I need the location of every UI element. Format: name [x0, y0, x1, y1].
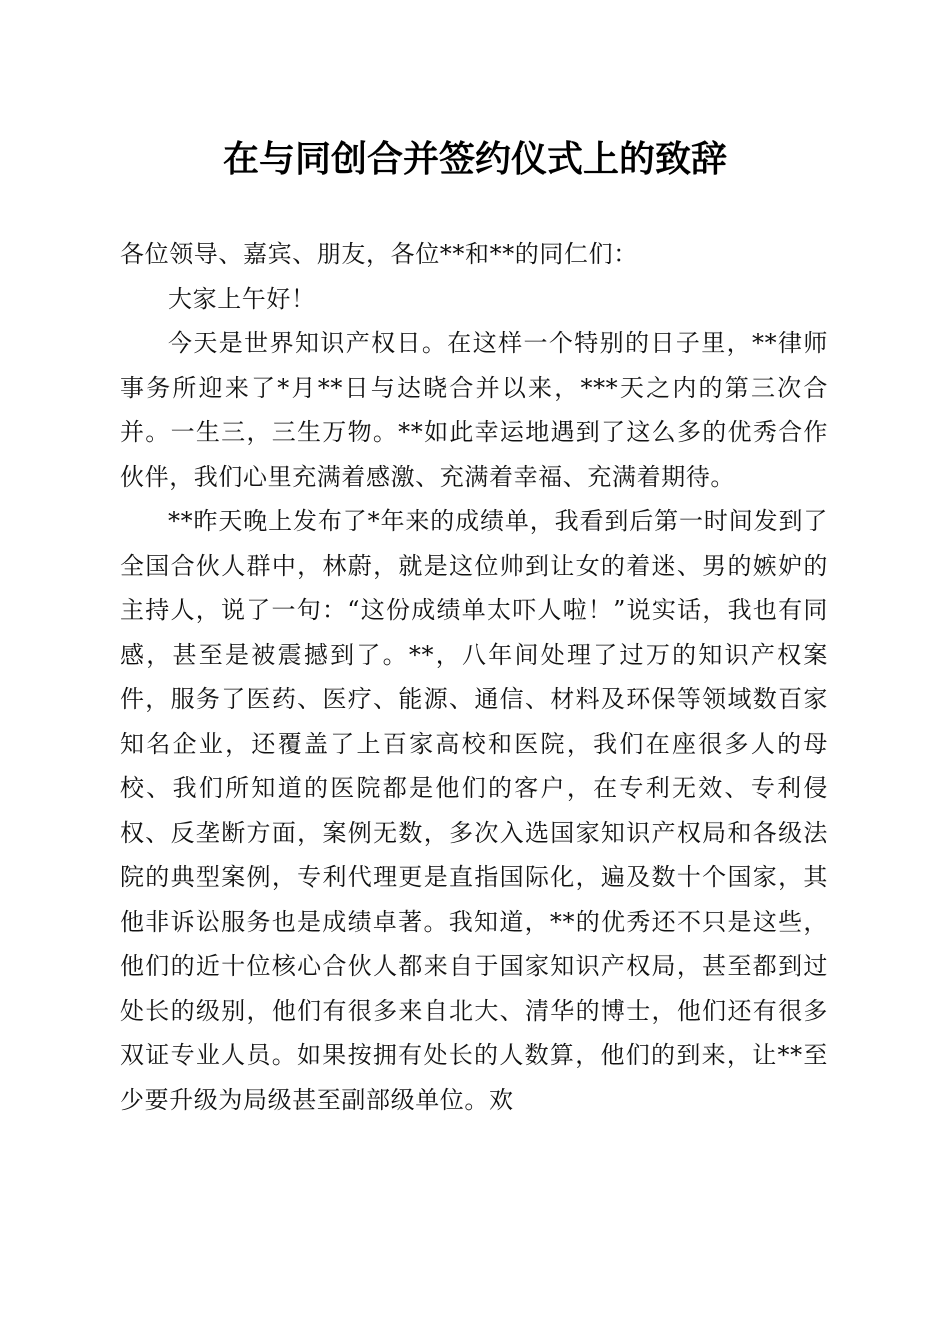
paragraph-1: 今天是世界知识产权日。在这样一个特别的日子里，**律师事务所迎来了*月**日与达晓合并以来，***天之内的第三次合并。一生三，三生万物。**如此幸运地遇到了这么多的优秀合作伙伴，我们心里充满着感激、充满着幸福、充满着期待。 — [120, 329, 828, 491]
salutation-line: 各位领导、嘉宾、朋友，各位**和**的同仁们： — [120, 240, 638, 268]
paragraph-2: **昨天晚上发布了*年来的成绩单，我看到后第一时间发到了全国合伙人群中，林蔚，就是这位帅到让女的着迷、男的嫉妒的主持人，说了一句：“这份成绩单太吓人啦！”说实话，我也有同感，甚至是被震撼到了。**，八年间处理了过万的知识产权案件，服务了医药、医疗、能源、通信、材料及环保等领域数百家知名企业，还覆盖了上百家高校和医院，我们在座很多人的母校、我们所知道的医院都是他们的客户，在专利无效、专利侵权、反垄断方面，案例无数，多次入选国家知识产权局和各级法院的典型案例，专利代理更是直指国际化，遍及数十个国家，其他非诉讼服务也是成绩卓著。我知道，**的优秀还不只是这些，他们的近十位核心合伙人都来自于国家知识产权局，甚至都到过处长的级别，他们有很多来自北大、清华的博士，他们还有很多双证专业人员。如果按拥有处长的人数算，他们的到来，让**至少要升级为局级甚至副部级单位。欢 — [120, 507, 828, 1114]
document-body — [120, 232, 828, 1122]
greeting-line: 大家上午好！ — [168, 284, 316, 313]
document-title: 在与同创合并签约仪式上的致辞 — [222, 138, 727, 180]
